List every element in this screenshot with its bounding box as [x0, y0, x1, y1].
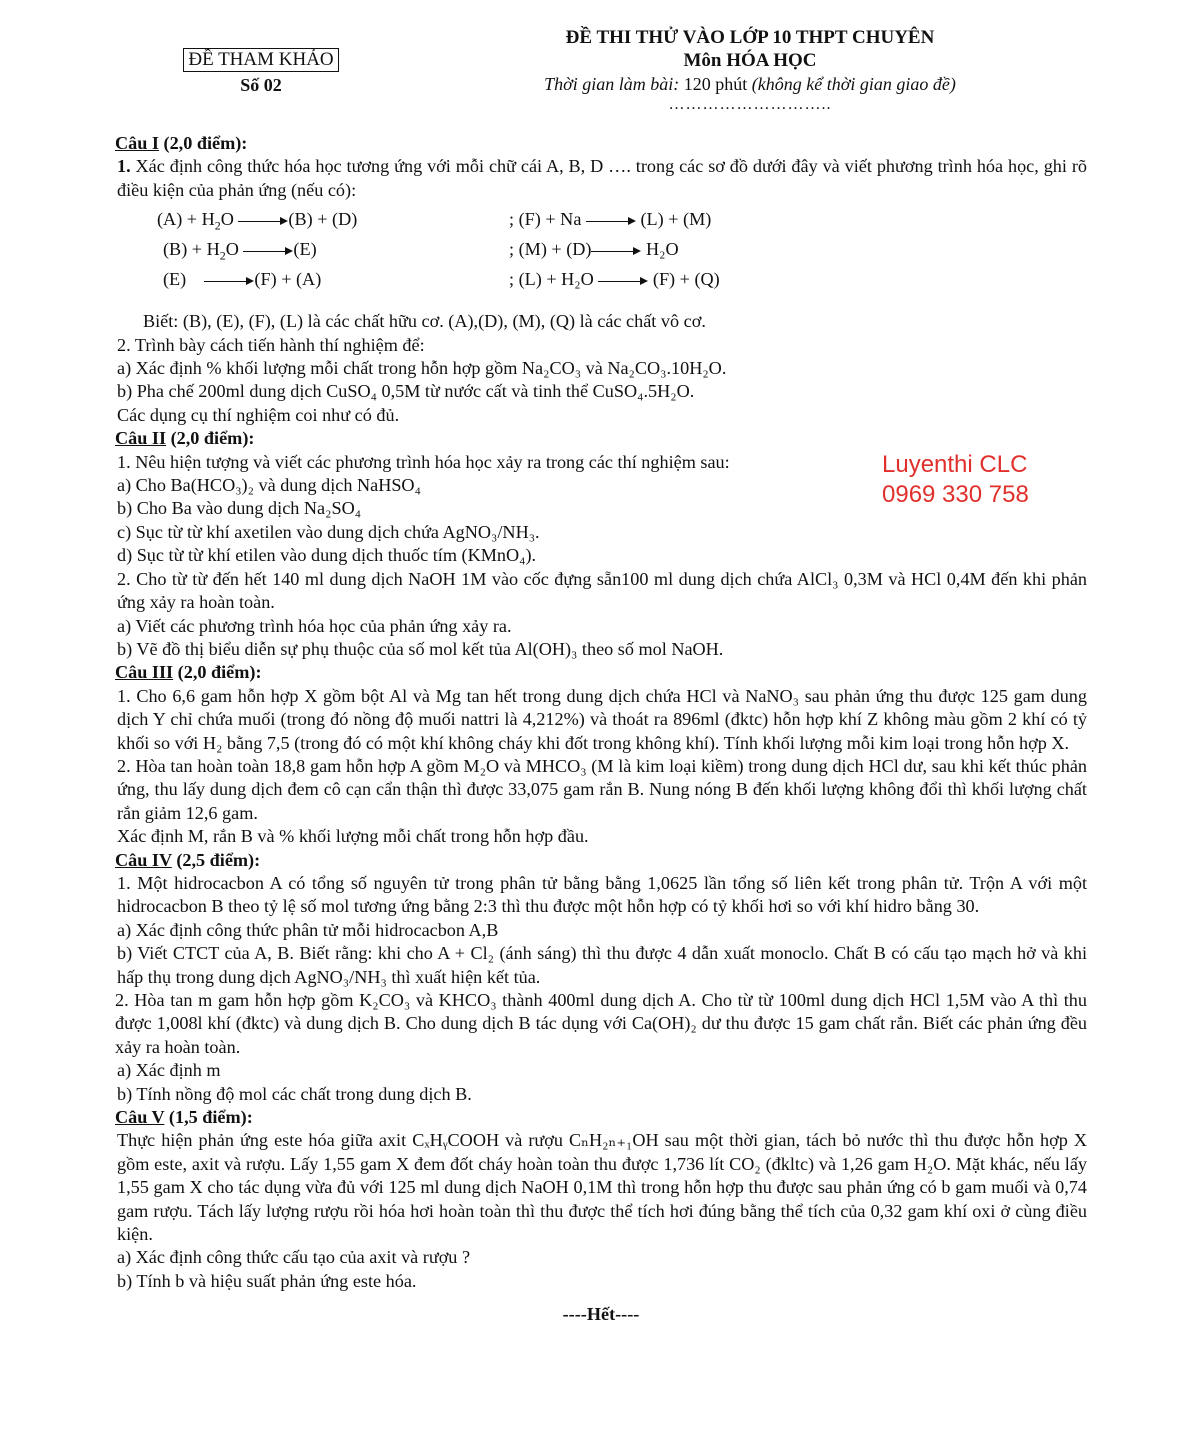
section-heading-2: Câu II (2,0 điểm): — [115, 428, 255, 449]
question-1-1: 1. Xác định công thức hóa học tương ứng với mỗi chữ cái A, B, D …. trong các sơ đồ dưới đây và viết phương trình hóa học, ghi rõ điều kiện của phản ứng (nếu có): — [117, 156, 1087, 200]
question-3-2: 2. Hòa tan hoàn toàn 18,8 gam hỗn hợp A gồm M₂O và MHCO₃ (M là kim loại kiềm) trong dung dịch HCl dư, sau khi kết thúc phản ứng, thu lấy dung dịch đem cô cạn cẩn thận thì được 33,075 gam rắn B. Nung nóng B đến khối lượng không đổi thì khối lượng chất rắn giảm 12,6 gam. — [117, 755, 1087, 823]
question-2-1d: d) Sục từ từ khí etilen vào dung dịch thuốc tím (KMnO₄). — [117, 545, 537, 566]
note-biet: Biết: (B), (E), (F), (L) là các chất hữu cơ. (A),(D), (M), (Q) là các chất vô cơ. — [143, 311, 706, 332]
watermark-phone: 0969 330 758 — [882, 481, 1029, 508]
subject: Môn HÓA HỌC — [683, 50, 817, 71]
question-4-2b: b) Tính nồng độ mol các chất trong dung dịch B. — [117, 1083, 472, 1104]
exam-title: ĐỀ THI THỬ VÀO LỚP 10 THPT CHUYÊN — [565, 27, 935, 48]
question-1-2b: b) Pha chế 200ml dung dịch CuSO₄ 0,5M từ nước cất và tinh thể CuSO₄.5H₂O. — [117, 381, 695, 402]
reaction-row-1: $(A) + H_2O$ (B) + (D) ; (F) + Na (L) + (M) — [157, 209, 712, 233]
section-heading-4: Câu IV (2,5 điểm): — [115, 849, 261, 870]
arrow-icon — [204, 276, 254, 286]
question-1-note: Các dụng cụ thí nghiệm coi như có đủ. — [117, 404, 400, 425]
question-4-2a: a) Xác định m — [117, 1060, 221, 1081]
question-1-2: 2. Trình bày cách tiến hành thí nghiệm để: — [117, 334, 425, 355]
question-3-3: Xác định M, rắn B và % khối lượng mỗi chất trong hỗn hợp đầu. — [117, 826, 589, 847]
reaction-row-3: (E) (F) + (A) ; (L) + H₂O (F) + (Q) — [163, 269, 720, 290]
watermark-name: Luyenthi CLC — [882, 451, 1028, 478]
end-marker: ----Hết---- — [562, 1304, 640, 1325]
question-2-1b: b) Cho Ba vào dung dịch Na₂SO₄ — [117, 498, 362, 519]
arrow-icon — [243, 246, 293, 256]
arrow-icon — [591, 246, 641, 256]
question-1-2a: a) Xác định % khối lượng mỗi chất trong hỗn hợp gồm Na₂CO₃ và Na₂CO₃.10H₂O. — [117, 358, 727, 379]
section-heading-5: Câu V (1,5 điểm): — [115, 1107, 253, 1128]
time-line: Thời gian làm bài: 120 phút (không kể thời gian giao đề) — [544, 74, 956, 94]
question-2-2b: b) Vẽ đồ thị biểu diễn sự phụ thuộc của số mol kết tủa Al(OH)₃ theo số mol NaOH. — [117, 638, 724, 659]
header-left — [176, 48, 346, 96]
exam-content — [115, 132, 1087, 1327]
question-5-a: a) Xác định công thức cấu tạo của axit và rượu ? — [117, 1247, 471, 1268]
arrow-icon — [598, 276, 648, 286]
question-3-1: 1. Cho 6,6 gam hỗn hợp X gồm bột Al và Mg tan hết trong dung dịch chứa HCl và NaNO₃ sau phản ứng thu được 125 gam dung dịch Y chỉ chứa muối (trong đó nồng độ muối nattri là 4,212%) và thoát ra 896ml (đktc) hỗn hợp khí Z không màu gồm 2 khí có tỷ khối so với H₂ bằng 7,5 (trong đó có một khí không cháy khi đốt trong không khí). Tính khối lượng mỗi kim loại trong hỗn hợp X. — [117, 685, 1087, 753]
section-heading-3: Câu III (2,0 điểm): — [115, 662, 262, 683]
question-4-1b: b) Viết CTCT của A, B. Biết rằng: khi cho A + Cl₂ (ánh sáng) thì thu được 4 dẫn xuất monoclo. Chất B có cấu tạo mạch hở và khi hấp thụ trong dung dịch AgNO₃/NH₃ thì xuất hiện kết tủa. — [117, 943, 1087, 987]
question-2-2: 2. Cho từ từ đến hết 140 ml dung dịch NaOH 1M vào cốc đựng sẵn100 ml dung dịch chứa AlCl₃ 0,3M và HCl 0,4M đến khi phản ứng xảy ra hoàn toàn. — [117, 568, 1087, 613]
reference-box: ĐỀ THAM KHẢO — [183, 48, 338, 72]
question-5-1: Thực hiện phản ứng este hóa giữa axit CₓHᵧCOOH và rượu CₙH₂ₙ₊₁OH sau một thời gian, tách bỏ nước thì thu được hỗn hợp X gồm este, axit và rượu. Lấy 1,55 gam X đem đốt cháy hoàn toàn thu được 1,736 lít CO₂ (đkltc) và 1,26 gam H₂O. Mặt khác, nếu lấy 1,55 gam X cho tác dụng vừa đủ với 125 ml dung dịch NaOH 0,1M thì trong hỗn hợp thu được sau phản ứng có b gam muối và 0,74 gam rượu. Tách lấy lượng rượu rồi hóa hơi hoàn toàn thì thu được thể tích hơi đúng bằng thể tích của 0,32 gam khí oxi ở cùng điều kiện. — [117, 1130, 1087, 1245]
section-heading-1: Câu I (2,0 điểm): — [115, 133, 248, 153]
question-2-1a: a) Cho Ba(HCO₃)₂ và dung dịch NaHSO₄ — [117, 475, 421, 496]
dotted-line: ……………………….. — [668, 96, 832, 113]
header-right — [500, 26, 1000, 114]
reaction-row-2: $(B) + H_2O$ (E) ; (M) + (D) H₂O — [163, 239, 679, 263]
exam-number: Số 02 — [240, 75, 282, 95]
question-2-2a: a) Viết các phương trình hóa học của phản ứng xảy ra. — [117, 615, 512, 636]
question-2-1c: c) Sục từ từ khí axetilen vào dung dịch chứa AgNO₃/NH₃. — [117, 521, 540, 542]
arrow-icon — [586, 216, 636, 226]
arrow-icon — [238, 216, 288, 226]
question-4-1a: a) Xác định công thức phân tử mỗi hidrocacbon A,B — [117, 919, 499, 940]
question-4-2: 2. Hòa tan m gam hỗn hợp gồm K₂CO₃ và KHCO₃ thành 400ml dung dịch A. Cho từ từ 100ml dung dịch HCl 1,5M vào A thì thu được 1,008l khí (đktc) và dung dịch B. Cho dung dịch B tác dụng với Ca(OH)₂ dư thu được 15 gam chất rắn. Biết các phản ứng đều xảy ra hoàn toàn. — [115, 990, 1087, 1057]
question-4-1: 1. Một hidrocacbon A có tổng số nguyên tử trong phân tử bằng bằng 1,0625 lần tổng số liên kết trong phân tử. Trộn A với một hidrocacbon B theo tỷ lệ số mol tương ứng bằng 2:3 thì thu được một hỗn hợp có tỷ khối hơi so với khí hidro bằng 30. — [117, 872, 1087, 917]
question-2-1: 1. Nêu hiện tượng và viết các phương trình hóa học xảy ra trong các thí nghiệm sau: — [117, 451, 730, 472]
question-5-b: b) Tính b và hiệu suất phản ứng este hóa. — [117, 1270, 417, 1291]
